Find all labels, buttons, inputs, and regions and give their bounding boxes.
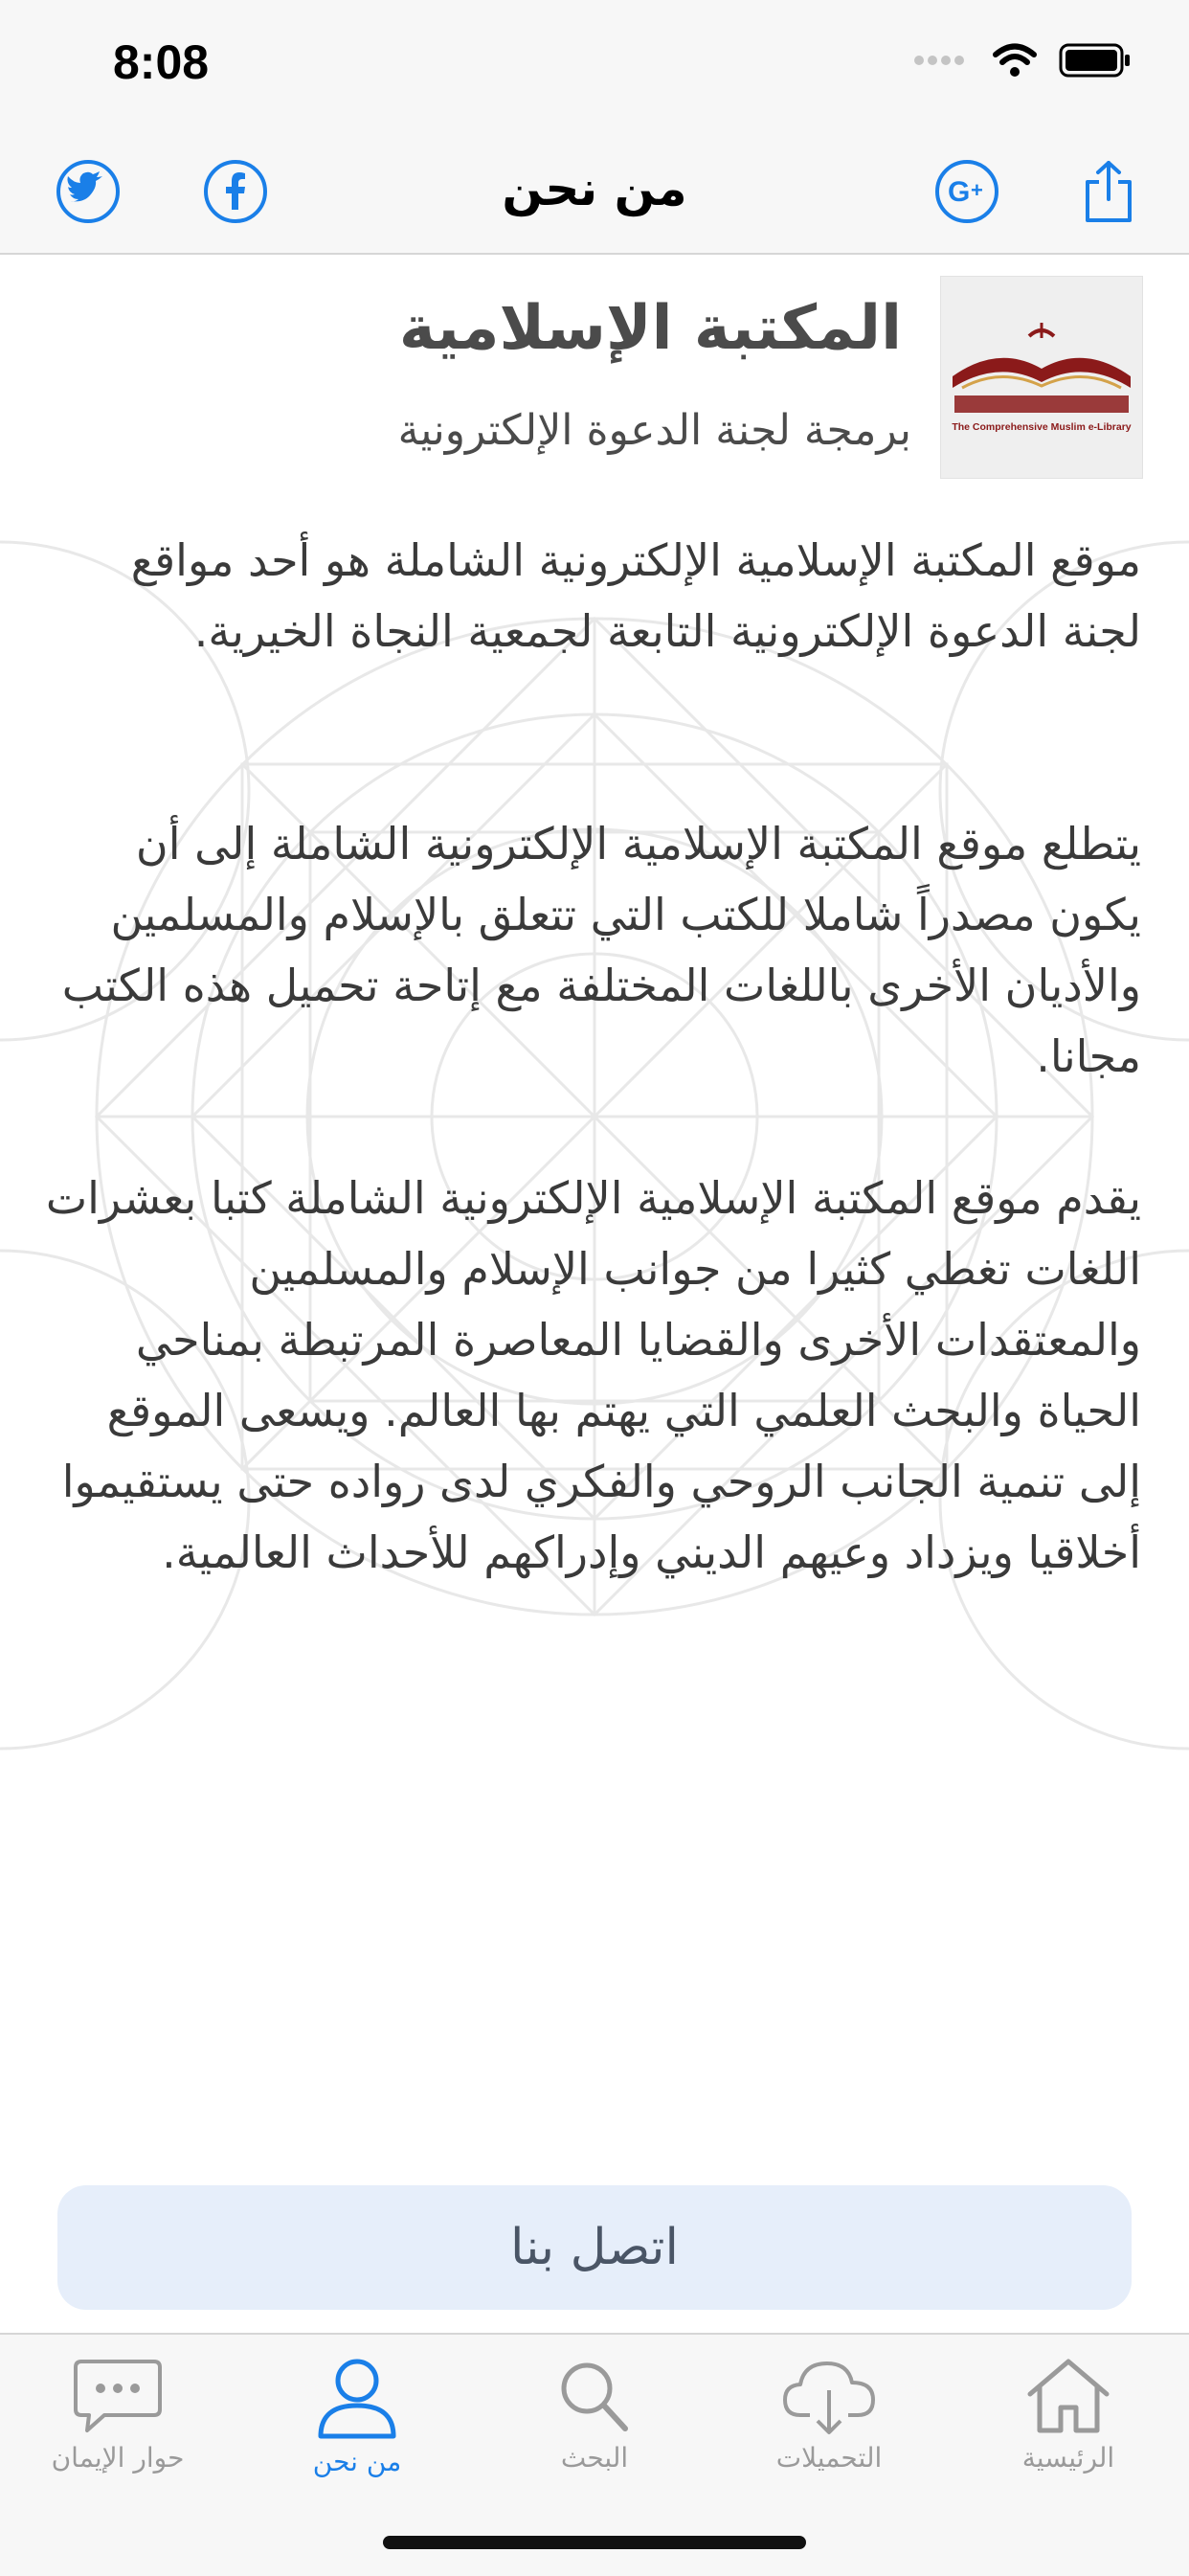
google-plus-icon[interactable] (931, 155, 1003, 228)
status-bar (0, 0, 1189, 134)
tab-faith-dialogue-label: حوار الإيمان (51, 2442, 185, 2474)
about-paragraph-1: موقع المكتبة الإسلامية الإلكترونية الشاملة هو أحد مواقع لجنة الدعوة الإلكترونية التابعة لجمعية النجاة الخيرية. (130, 534, 1141, 657)
tab-search[interactable] (499, 2356, 690, 2474)
tab-downloads[interactable] (733, 2356, 925, 2474)
status-indicators (913, 42, 1132, 79)
home-icon (1022, 2356, 1114, 2436)
battery-icon (1059, 42, 1132, 79)
person-icon (315, 2356, 399, 2440)
chat-bubble-icon (72, 2356, 164, 2436)
cloud-download-icon (781, 2356, 877, 2436)
tab-home[interactable] (973, 2356, 1164, 2474)
share-icon[interactable] (1072, 155, 1145, 228)
page-title: من نحن (502, 161, 687, 216)
tab-downloads-label: التحميلات (775, 2442, 883, 2474)
library-logo-graphic (941, 277, 1142, 478)
tab-about-us[interactable] (261, 2356, 453, 2477)
app-subtitle: برمجة لجنة الدعوة الإلكترونية (397, 406, 911, 455)
svg-text:+: + (971, 178, 983, 202)
svg-text:G: G (948, 176, 971, 208)
search-icon (554, 2356, 635, 2436)
app-name: المكتبة الإسلامية (398, 293, 902, 364)
logo-caption: The Comprehensive Muslim e-Library (952, 421, 1132, 433)
tab-about-us-label: من نحن (312, 2446, 402, 2477)
about-paragraph-2: يتطلع موقع المكتبة الإسلامية الإلكترونية الشاملة إلى أن يكون مصدراً شاملا للكتب التي تتعلق بالإسلام والمسلمين والأديان الأخرى باللغات المختلفة مع إتاحة تحميل هذه الكتب مجانا. (61, 818, 1141, 1082)
about-content (0, 255, 1189, 2331)
library-logo (940, 276, 1143, 479)
signal-icon (913, 51, 971, 70)
home-indicator[interactable] (383, 2536, 806, 2549)
tab-faith-dialogue[interactable] (22, 2356, 213, 2474)
contact-us-button[interactable]: اتصل بنا (57, 2185, 1132, 2310)
status-time: 8:08 (113, 35, 210, 89)
navigation-bar (0, 134, 1189, 255)
tab-home-label: الرئيسية (1021, 2442, 1115, 2474)
about-paragraph-3: يقدم موقع المكتبة الإسلامية الإلكترونية الشاملة كتبا بعشرات اللغات تغطي كثيرا من جوانب الإسلام والمسلمين والمعتقدات الأخرى والقضايا المعاصرة المرتبطة بمناحي الحياة والبحث العلمي التي يهتم بها العالم. ويسعى الموقع إلى تنمية الجانب الروحي والفكري لدى رواده حتى يستقيموا أخلاقيا ويزداد وعيهم الديني وإدراكهم للأحداث العالمية. (45, 1172, 1141, 1578)
wifi-icon (992, 42, 1038, 79)
tab-search-label: البحث (560, 2442, 629, 2474)
